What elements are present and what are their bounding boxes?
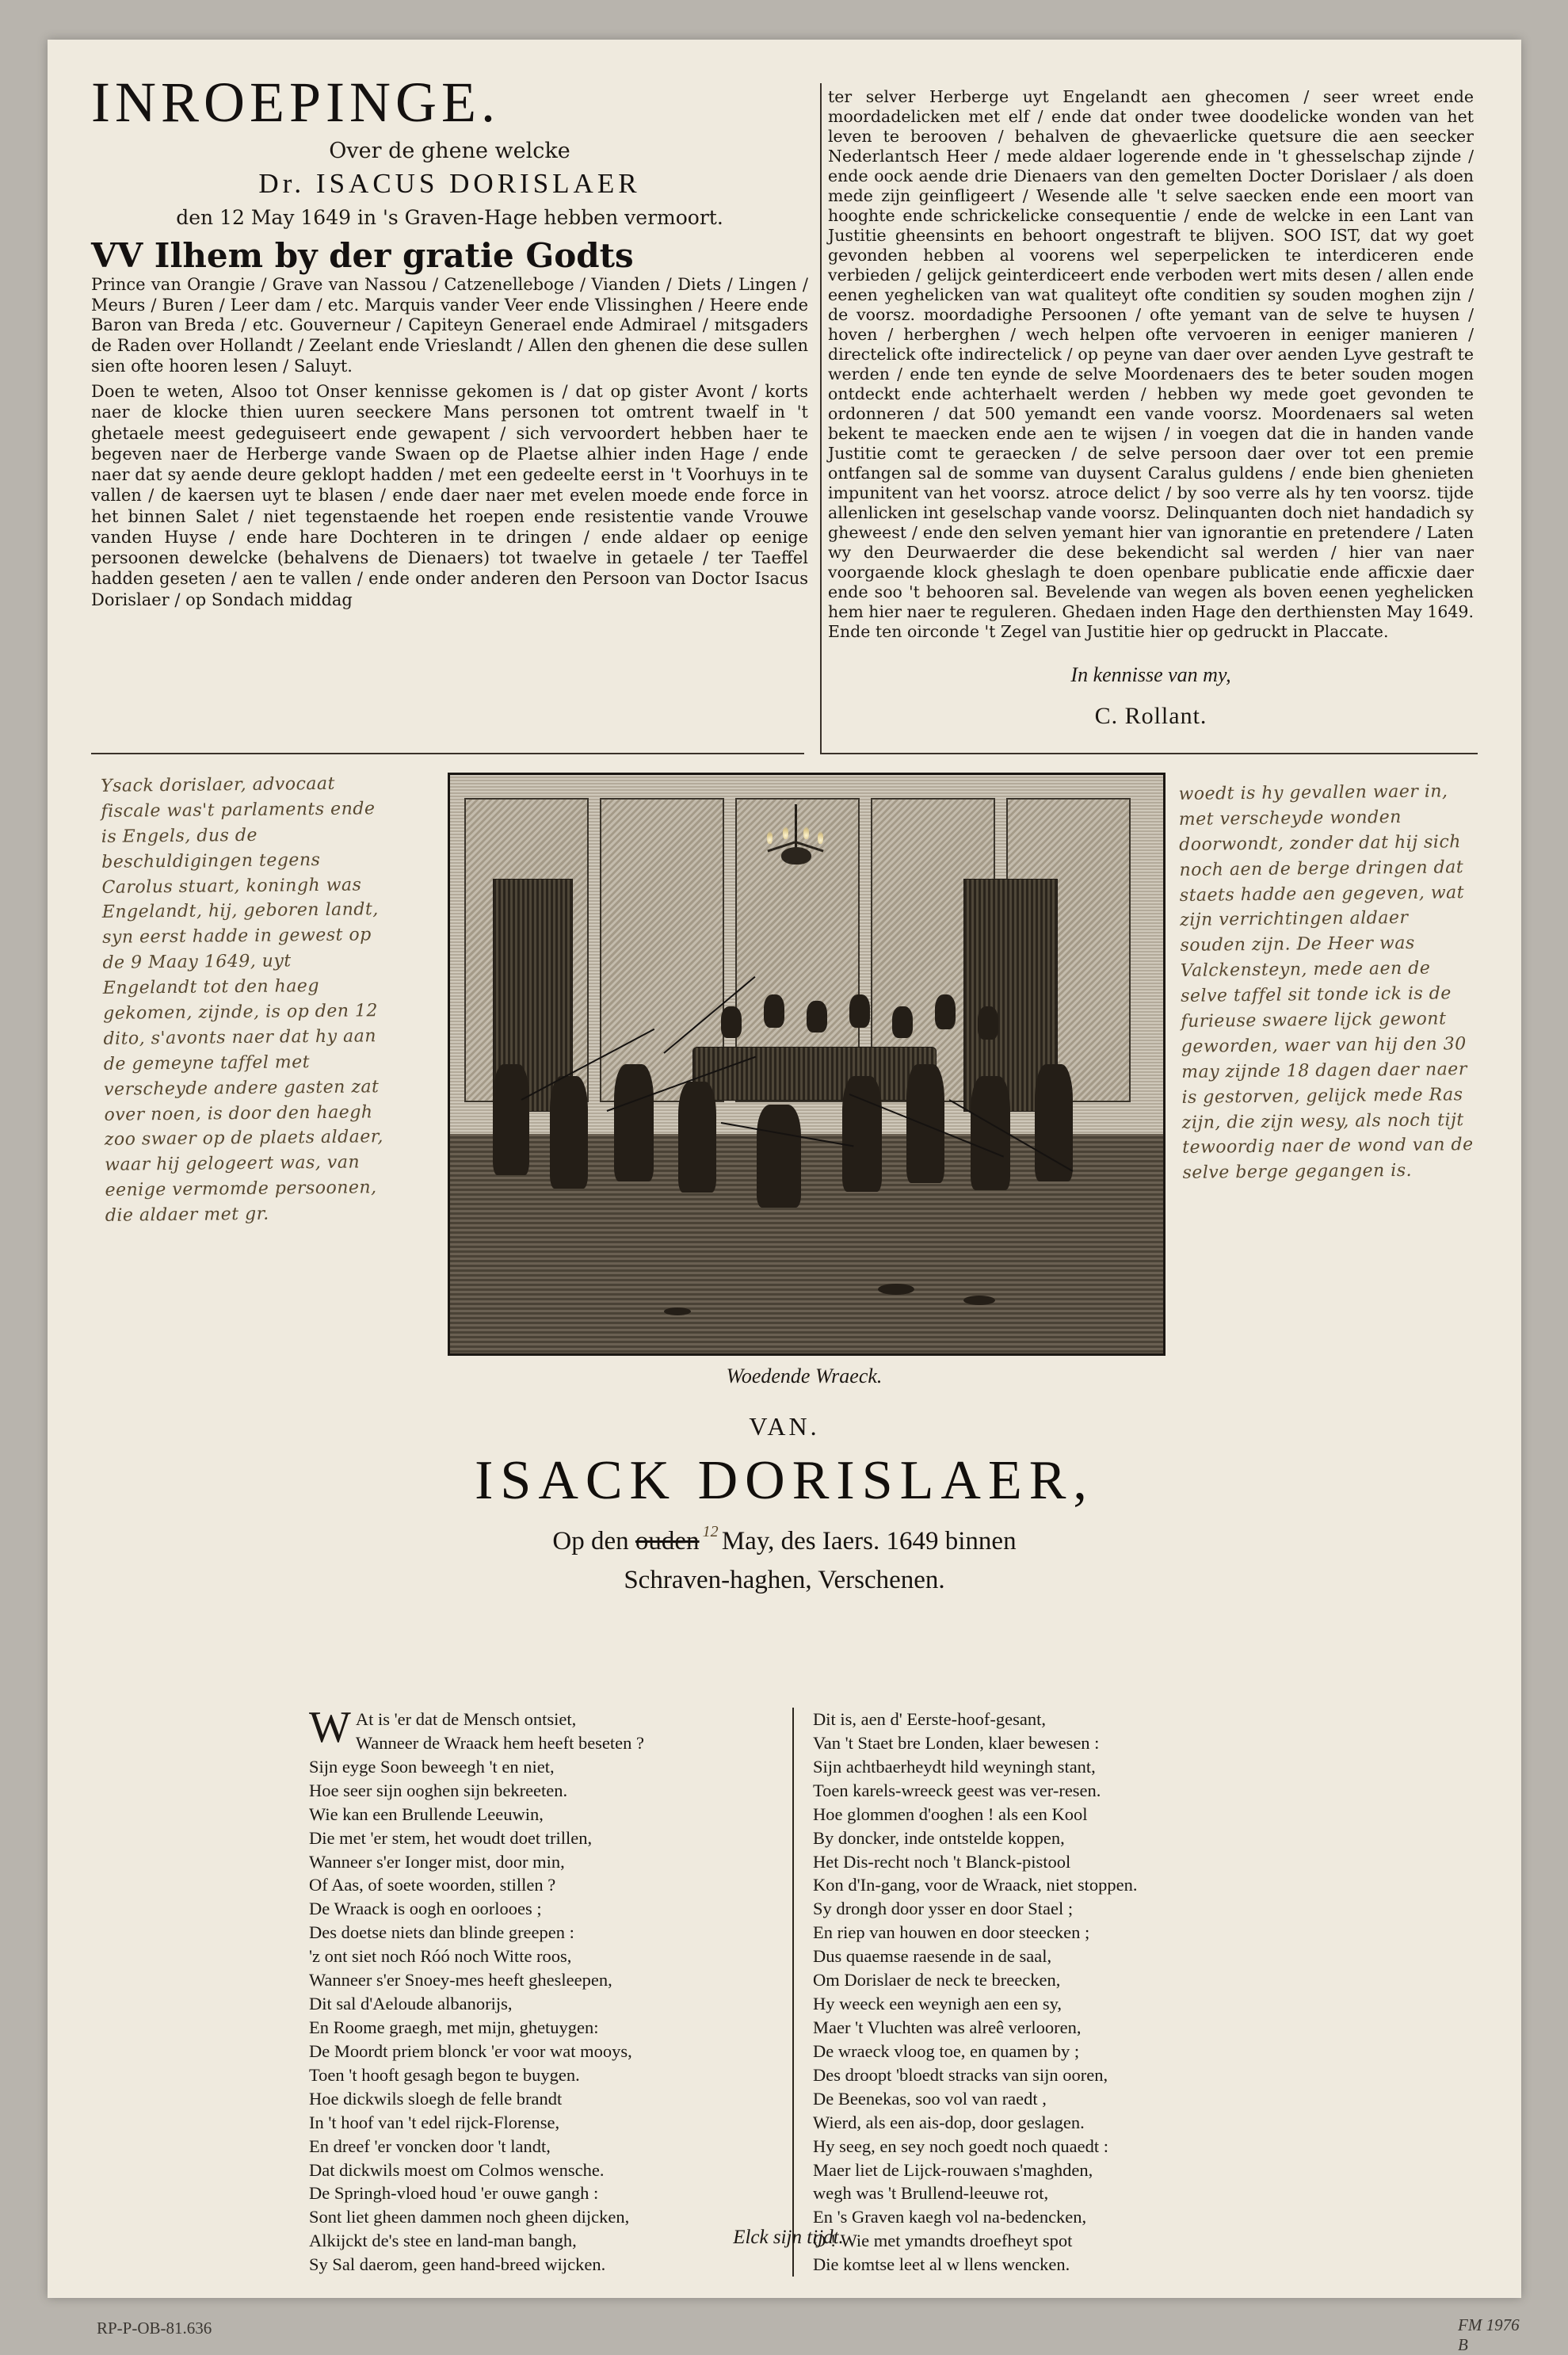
verse-line: En Roome graegh, met mijn, ghetuygen: — [309, 2017, 599, 2037]
verse-line: Die komtse leet al w llens wencken. — [813, 2254, 1070, 2275]
verse-line: Sy Sal daerom, geen hand-breed wijcken. — [309, 2254, 606, 2275]
verse-line: Maer liet de Lijck-rouwaen s'maghden, — [813, 2159, 1093, 2180]
verse-line: En riep van houwen en door steecken ; — [813, 1922, 1090, 1943]
placard-heading-line2: Prince van Orangie / Grave van Nassou / Catzenelleboge / Vianden / Diets / Lingen / Meurs / Buren / Leer dam / etc. Marquis vander Veer ende Vlissinghen / Heere ende Baron van Breda / etc. Gouverneur / Capiteyn Generael ende Admirael / mitsgaders de Raden over Hollandt / Zeelant ende Vrieslandt / Allen den ghenen die dese sullen sien ofte hooren lesen / Saluyt. — [91, 275, 808, 376]
engraving-figure — [764, 994, 784, 1028]
lower-broadside — [48, 1387, 1521, 1595]
verse-line: Sijn eyge Soon beweegh 't en niet, — [309, 1756, 555, 1777]
verse-line: Dus quaemse raesende in de saal, — [813, 1946, 1052, 1967]
verse-line: Hoe seer sijn ooghen sijn bekreeten. — [309, 1780, 568, 1800]
placard-bottom-rule — [820, 753, 1478, 754]
verse-line: Om Dorislaer de neck te breecken, — [813, 1970, 1061, 1990]
verse-line: Wanneer s'er Snoey-mes heeft ghesleepen, — [309, 1970, 612, 1990]
verse-line: Wie kan een Brullende Leeuwin, — [309, 1803, 544, 1824]
verse-block — [309, 1703, 1268, 2277]
lower-title-name: ISACK DORISLAER, — [475, 1450, 1094, 1511]
placard-witness-line: In kennisse van my, — [1070, 663, 1231, 686]
verse-line: Het Dis-recht noch 't Blanck-pistool — [813, 1851, 1071, 1872]
placard-heading: VV Ilhem by der gratie Godts — [91, 236, 634, 275]
verse-line: Wierd, als een ais-dop, door geslagen. — [813, 2112, 1085, 2132]
verse-line: 'z ont siet noch Róó noch Witte roos, — [309, 1946, 572, 1967]
lower-date-struck: ouden — [635, 1527, 700, 1555]
verse-line: De wraeck vloog toe, en quamen by ; — [813, 2040, 1080, 2061]
verse-line: In 't hoof van 't edel rijck-Florense, — [309, 2112, 560, 2132]
verse-line: Toen karels-wreeck geest was ver-resen. — [813, 1780, 1101, 1800]
column-divider — [820, 83, 822, 753]
engraving-figure — [935, 994, 956, 1029]
lower-date-post: May, des Iaers. 1649 binnen — [715, 1527, 1017, 1555]
engraving-debris — [963, 1296, 995, 1305]
placard-subject-name: Dr. ISACUS DORISLAER — [258, 168, 641, 199]
manuscript-right-text: woedt is hy gevallen waer in, met verscheyde wonden doorwondt, zonder dat hij sich noch aen de berge dringen dat staets hadde aen gegeven, wat zijn verrichtingen aldaer souden zijn. De Heer was Valckensteyn, mede aen de selve taffel sit tonde ick is de furieuse swaere lijck gewont geworden, waer van hij den 30 may zijnde 18 dagen daer naer is gestorven, gelijck mede Ras zijn, die zijn wesy, als noch tijt tewoordig naer de wond van de selve berge gegangen is. — [1178, 781, 1480, 1184]
verse-line: At is 'er dat de Mensch ontsiet, — [355, 1709, 577, 1729]
engraving-figure — [614, 1064, 654, 1181]
placard-subtitle-1: Over de ghene welcke — [329, 139, 570, 163]
verse-line: De Wraack is oogh en oorlooes ; — [309, 1899, 542, 1919]
verse-dropcap: W — [309, 1703, 351, 1752]
verse-line: Maer 't Vluchten was alreê verlooren, — [813, 2017, 1082, 2037]
placard-body-left: Doen te weten, Alsoo tot Onser kennisse gekomen is / dat op gister Avont / korts naer de klocke thien uuren seeckere Mans personen tot omtrent twaelf in 't ghetaele meest gedeguiseert ende gewapent / sich vervoordert hebben haer te begeven naer de Herberge vande Swaen op de Plaetse alhier inden Hage / ende naer dat sy aende deure geklopt hadden / met een gedeelte eerst in 't Voorhuys in te vallen / de kaersen uyt te blasen / ende daer naer met evelen moede ende force in het binnen Salet / niet tegenstaende het roepen ende resistentie vande Vrouwe vanden Huyse / ende hare Dochteren in te dringen / ende aldaer op eenige persoonen dewelcke (behalvens de Dienaers) tot twaelve in getaele / ter Taeffel hadden geseten / aen te vallen / ende onder anderen den Persoon van Doctor Isacus Dorislaer / op Sondach middag — [91, 382, 808, 609]
verse-line: Toen 't hooft gesagh begon te buygen. — [309, 2064, 580, 2085]
verse-line: Hoe dickwils sloegh de felle brandt — [309, 2088, 563, 2109]
engraving-figure — [892, 1006, 913, 1038]
lower-place-line: Schraven-haghen, Verschenen. — [624, 1566, 945, 1594]
placard-signature: C. Rollant. — [1094, 702, 1207, 729]
verse-line: Hy seeg, en sey noch goedt noch quaedt : — [813, 2136, 1109, 2156]
verse-line: Of Aas, of soete woorden, stillen ? — [309, 1875, 556, 1895]
placard-body-right: ter selver Herberge uyt Engelandt aen ghecomen / seer wreet ende moordadelicken met elf / ende dat onder twee doodelicke wonden van het leven te berooven / behalven de ghevaerlicke quetsure die aen seecker Nederlantsch Heer / mede aldaer logerende ende in 't ghesselschap zijnde / ende oock aende drie Dienaers van den gemelten Docter Dorislaer / als doen mede zijn geinfligeert / Wesende alle 't selve saecken ende een moort van hooghte ende schrickelicke consequentie / ende de welcke in een Lant van Justitie gheensints en behoort ongestraft te blijven. SOO IST, dat wy goet gevonden hebben al voorens wel seperpelicken te interdiceren ende verbieden / gelijck geinterdiceert ende verboden wert mits desen / allen ende eenen yeghelicken van wat qualiteyt ofte conditien sy souden moghen zijn / de voorsz. moordadighe Persoonen / ofte yemant van de selve te huysen / hoven / herberghen / wech helpen ofte vervoeren in eeniger manieren / directelick ofte indirectelick / op peyne van daer over aenden Lyve gestraft te werden / ende ten eynde de selve Moordenaers des te beter souden mogen ontdeckt ende achterhaelt werden / hebben wy mede goet gevonden te ordonneren / dat 500 yemandt een vande voorsz. Moordenaers sal weten bekent te maecken ende aen te wijsen / in voegen dat die in handen vande Justitie comt te geraecken / de selve persoon daer over tot een premie ontfangen sal de somme van duysent Caralus guldens / ende bien ghenieten impunitent van het voorsz. atroce delict / by soo verre als hy ten voorsz. tijde allenlicken int geselschap vande voorsz. Delinquanten doch niet handadich sy gheweest / ende den selven yemant hier van ignorantie en pretendere / Laten wy den Deurwaerder die dese bekendicht sal werden / hier van naer voorgaende klock gheslagh te doen openbare publicatie ende afficxie daer ende soo 't behooren sal. Bevelende van wegen als boven eenen yeghelicken hem hier naer te reguleren. Ghedaen inden Hage den derthiensten May 1649. Ende ten oirconde 't Zegel van Justitie hier op gedruckt in Placcate. — [828, 87, 1474, 641]
engraving-figure — [849, 994, 870, 1028]
verse-tagline: Elck sijn tijdt. — [733, 2227, 844, 2248]
verse-line: Hy weeck een weynigh aen een sy, — [813, 1994, 1063, 2014]
verse-line: O ! Wie met ymandts droefheyt spot — [813, 2231, 1073, 2251]
verse-line: Alkijckt de's stee en land-man bangh, — [309, 2231, 577, 2251]
placard-bottom-rule-left — [91, 753, 804, 754]
engraving-figure — [550, 1076, 588, 1189]
inventory-number-right: FM 1976 B — [1458, 2315, 1520, 2354]
verse-line: Sont liet gheen dammen noch gheen dijcken, — [309, 2207, 630, 2227]
verse-line: Des droopt 'bloedt stracks van sijn ooren, — [813, 2064, 1108, 2085]
placard-title: INROEPINGE. — [91, 71, 500, 134]
verse-line: Wanneer s'er Ionger mist, door min, — [309, 1851, 565, 1872]
lower-date-pre: Op den — [552, 1527, 635, 1555]
placard-subtitle-3: den 12 May 1649 in 's Graven-Hage hebben vermoort. — [176, 206, 723, 229]
verse-line: By doncker, inde ontstelde koppen, — [813, 1827, 1065, 1848]
verse-line: De Moordt priem blonck 'er voor wat mooys, — [309, 2040, 632, 2061]
verse-column-left — [309, 1703, 764, 2277]
verse-line: Hoe glommen d'ooghen ! als een Kool — [813, 1803, 1088, 1824]
verse-line: wegh was 't Brullend-leeuwe rot, — [813, 2183, 1049, 2204]
manuscript-left-text: Ysack dorislaer, advocaat fiscale was't parlaments ende is Engels, dus de beschuldigingen tegens Carolus stuart, koningh was Engelandt, hij, geboren landt, syn eerst hadde in gewest op de 9 Maay 1649, uyt Engelandt tot den haeg gekomen, zijnde, is op den 12 dito, s'avonts naer dat hy aan de gemeyne taffel met verscheyde andere gasten zat over noen, is door den haegh zoo swaer op de plaets aldaer, waar hij gelogeert was, van eenige vermomde persoonen, die aldaer met gr. — [101, 773, 390, 1227]
engraving-debris — [664, 1307, 691, 1315]
engraving-figure — [678, 1082, 716, 1193]
broadside-sheet — [48, 40, 1521, 2354]
verse-line: En dreef 'er voncken door 't landt, — [309, 2136, 551, 2156]
verse-line: Van 't Staet bre Londen, klaer bewesen : — [813, 1732, 1100, 1753]
engraving-figure — [807, 1001, 827, 1032]
verse-line: De Beenekas, soo vol van raedt , — [813, 2088, 1047, 2109]
engraving-figure — [493, 1064, 529, 1175]
engraving-murder-scene — [448, 773, 1166, 1356]
verse-line: Wanneer de Wraack hem heeft beseten ? — [355, 1732, 645, 1753]
verse-line: Des doetse niets dan blinde greepen : — [309, 1922, 574, 1943]
verse-line: Dat dickwils moest om Colmos wensche. — [309, 2159, 605, 2180]
engraving-caption: Woedende Wraeck. — [726, 1365, 883, 1387]
verse-line: Kon d'In-gang, voor de Wraack, niet stoppen. — [813, 1875, 1138, 1895]
verse-line: Dit is, aen d' Eerste-hoof-gesant, — [813, 1709, 1046, 1729]
lower-van-label: VAN. — [749, 1412, 820, 1441]
verse-column-right — [792, 1708, 1268, 2277]
manuscript-note-left — [101, 771, 391, 1229]
inventory-number-left: RP-P-OB-81.636 — [97, 2319, 212, 2338]
engraving-figure — [721, 1006, 742, 1038]
lower-date-line — [48, 1523, 1521, 1556]
verse-line: Die met 'er stem, het woudt doet trillen, — [309, 1827, 593, 1848]
placard-left-column — [91, 70, 808, 610]
verse-line: De Springh-vloed houd 'er ouwe gangh : — [309, 2183, 599, 2204]
engraving-figure — [1035, 1064, 1073, 1181]
engraving-figure — [978, 1006, 998, 1040]
verse-line: Sijn achtbaerheydt hild weyningh stant, — [813, 1756, 1096, 1777]
chandelier-icon — [764, 804, 827, 891]
engraving-table — [692, 1047, 937, 1101]
verse-line: Dit sal d'Aeloude albanorijs, — [309, 1994, 513, 2014]
verse-line: En 's Graven kaegh vol na-bedencken, — [813, 2207, 1087, 2227]
manuscript-note-right — [1178, 779, 1480, 1186]
engraving-victim-figure — [757, 1105, 801, 1208]
placard-right-column — [828, 87, 1474, 731]
verse-line: Sy drongh door ysser en door Stael ; — [813, 1899, 1074, 1919]
lower-date-correction: 12 — [702, 1523, 719, 1540]
engraving-figure — [842, 1076, 882, 1192]
